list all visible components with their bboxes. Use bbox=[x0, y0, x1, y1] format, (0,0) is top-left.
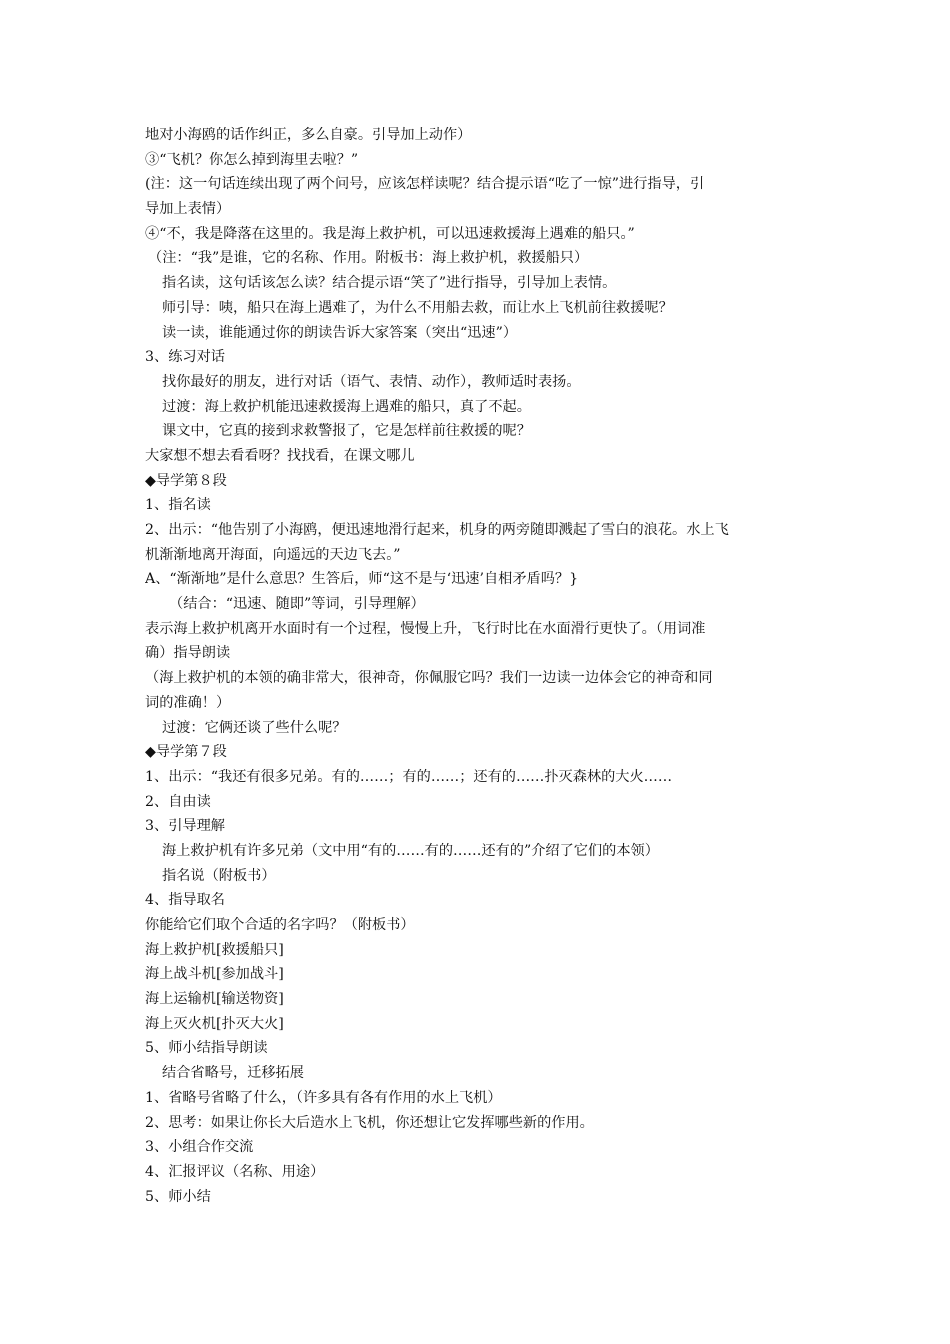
list-item: 3、小组合作交流 bbox=[145, 1139, 254, 1156]
text-line: 确）指导朗读 bbox=[145, 645, 231, 662]
list-item: 4、汇报评议（名称、用途） bbox=[145, 1163, 325, 1180]
list-item: 5、师小结指导朗读 bbox=[145, 1040, 268, 1057]
text-line: 你能给它们取个合适的名字吗？（附板书） bbox=[145, 917, 415, 933]
text-line: （海上救护机的本领的确非常大，很神奇，你佩服它吗？我们一边读一边体会它的神奇和同 bbox=[145, 670, 713, 687]
list-item: 2、自由读 bbox=[145, 793, 211, 810]
text-line: 指名读，这句话该怎么读？结合提示语“笑了”进行指导，引导加上表情。 bbox=[162, 275, 617, 292]
text-line: (注：这一句话连续出现了两个问号，应该怎样读呢？结合提示语“吃了一惊”进行指导，引 bbox=[145, 176, 705, 193]
text-line: 过渡：它俩还谈了些什么呢？ bbox=[162, 719, 347, 736]
list-item: 5、师小结 bbox=[145, 1188, 211, 1205]
text-line: 海上救护机[救援船只] bbox=[145, 941, 284, 958]
section-heading: ◆导学第７段 bbox=[145, 744, 227, 761]
text-line: 机渐渐地离开海面，向遥远的天边飞去。” bbox=[145, 546, 401, 563]
section-heading: 3、练习对话 bbox=[145, 349, 225, 366]
text-line: 海上救护机有许多兄弟（文中用“有的……有的……还有的”介绍了它们的本领） bbox=[162, 842, 659, 859]
text-line: 海上灭火机[扑灭大火] bbox=[145, 1015, 284, 1032]
text-line: 海上战斗机[参加战斗] bbox=[145, 966, 284, 983]
text-line: 结合省略号，迁移拓展 bbox=[162, 1065, 304, 1082]
text-line: 过渡：海上救护机能迅速救援海上遇难的船只，真了不起。 bbox=[162, 398, 531, 415]
text-line: 海上运输机[输送物资] bbox=[145, 991, 284, 1008]
text-line: A、“渐渐地”是什么意思？生答后，师“这不是与‘迅速’自相矛盾吗？} bbox=[145, 571, 579, 588]
document-page bbox=[145, 123, 815, 1209]
list-item: 1、指名读 bbox=[145, 497, 211, 514]
text-line: 导加上表情） bbox=[145, 201, 231, 218]
text-line: 表示海上救护机离开水面时有一个过程，慢慢上升，飞行时比在水面滑行更快了。（用词准 bbox=[145, 620, 706, 637]
list-item: 1、省略号省略了什么，（许多具有各有作用的水上飞机） bbox=[145, 1089, 502, 1106]
text-line: 课文中，它真的接到求救警报了，它是怎样前往救援的呢？ bbox=[162, 423, 531, 440]
text-line: 地对小海鸥的话作纠正，多么自豪。引导加上动作） bbox=[145, 127, 472, 143]
list-item: 2、思考：如果让你长大后造水上飞机，你还想让它发挥哪些新的作用。 bbox=[145, 1114, 594, 1131]
text-line: 师引导：咦，船只在海上遇难了，为什么不用船去救，而让水上飞机前往救援呢？ bbox=[162, 299, 673, 316]
text-line: 指名说（附板书） bbox=[162, 867, 276, 884]
list-item: 3、引导理解 bbox=[145, 818, 225, 835]
text-line: 大家想不想去看看呀？找找看，在课文哪儿 bbox=[145, 447, 415, 464]
list-item: 2、出示：“他告别了小海鸥，便迅速地滑行起来，机身的两旁随即溅起了雪白的浪花。水上飞 bbox=[145, 522, 729, 538]
list-item: 1、出示：“我还有很多兄弟。有的……；有的……；还有的……扑灭森林的大火…… bbox=[145, 768, 673, 785]
text-line: 读一读，谁能通过你的朗读告诉大家答案（突出“迅速”） bbox=[162, 324, 518, 341]
text-line: （注：“我”是谁，它的名称、作用。附板书：海上救护机，救援船只） bbox=[148, 250, 589, 267]
text-line: （结合：“迅速、随即”等词，引导理解） bbox=[169, 596, 425, 613]
text-line: ④“不，我是降落在这里的。我是海上救护机，可以迅速救援海上遇难的船只。” bbox=[145, 225, 635, 242]
text-line: 词的准确！） bbox=[145, 694, 231, 711]
section-heading: ◆导学第８段 bbox=[145, 472, 227, 489]
list-item: 4、指导取名 bbox=[145, 892, 225, 909]
text-line: ③“飞机？你怎么掉到海里去啦？” bbox=[145, 151, 359, 168]
text-line: 找你最好的朋友，进行对话（语气、表情、动作），教师适时表扬。 bbox=[162, 373, 581, 390]
